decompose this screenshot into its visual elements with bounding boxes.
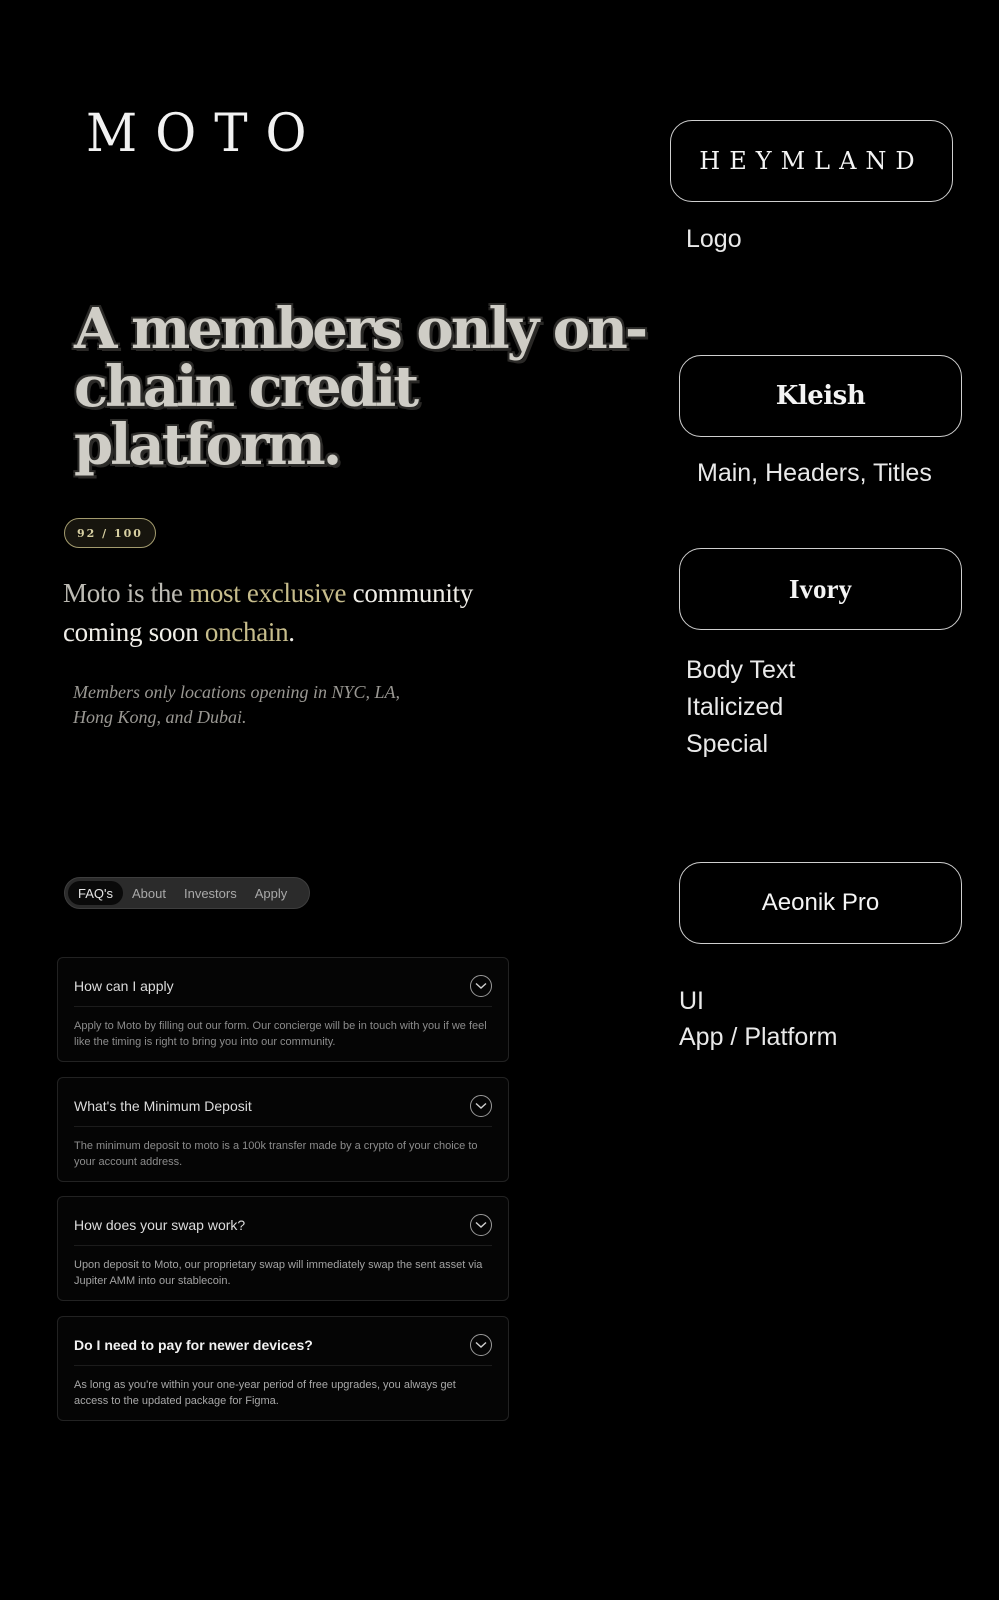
hero-headline: A members only on-chain credit platform. [74, 296, 646, 478]
faq-divider [74, 1006, 492, 1007]
chevron-down-icon[interactable] [470, 1095, 492, 1117]
score-badge: 92 / 100 [64, 518, 156, 548]
faq-answer: Apply to Moto by filling out our form. Our concierge will be in touch with you if we feel like the timing is right to bring you into our community. [74, 1020, 487, 1048]
font-usage-logo: Logo [686, 225, 742, 253]
intro-lead: Moto is the [63, 578, 190, 608]
chevron-down-icon[interactable] [470, 975, 492, 997]
faq-answer: The minimum deposit to moto is a 100k transfer made by a crypto of your choice to your account address. [74, 1140, 478, 1168]
faq-question: What's the Minimum Deposit [74, 1098, 252, 1114]
faq-item-apply[interactable] [57, 957, 509, 1062]
faq-divider [74, 1365, 492, 1366]
font-usage-italicized: Italicized [686, 693, 784, 721]
faq-answer: As long as you're within your one-year period of free upgrades, you always get access to the updated package for Figma. [74, 1379, 456, 1407]
faq-question: How does your swap work? [74, 1217, 246, 1233]
faq-item-newer-devices[interactable] [57, 1316, 509, 1421]
font-usage-ui: UI [679, 987, 704, 1015]
nav-tab-about[interactable]: About [132, 885, 166, 901]
font-specimen-ui: Aeonik Pro [679, 862, 962, 944]
faq-item-minimum-deposit[interactable] [57, 1077, 509, 1182]
nav-tab-faqs[interactable]: FAQ's [68, 881, 123, 905]
nav-tab-apply[interactable]: Apply [254, 885, 288, 901]
font-usage-body-text: Body Text [686, 656, 796, 684]
faq-question: Do I need to pay for newer devices? [74, 1337, 313, 1353]
intro-accent-onchain: onchain [204, 617, 289, 647]
hero-intro [63, 574, 533, 652]
intro-mid: community coming soon [63, 578, 473, 647]
intro-accent-exclusive: most exclusive [189, 578, 347, 608]
faq-divider [74, 1245, 492, 1246]
font-usage-headers: Main, Headers, Titles [697, 459, 932, 487]
brand-logo: MOTO [86, 102, 325, 164]
faq-divider [74, 1126, 492, 1127]
font-specimen-logo: HEYMLAND [670, 120, 953, 202]
chevron-down-icon[interactable] [470, 1214, 492, 1236]
faq-answer: Upon deposit to Moto, our proprietary swap will immediately swap the sent asset via Jupiter AMM into our stablecoin. [74, 1259, 483, 1287]
chevron-down-icon[interactable] [470, 1334, 492, 1356]
font-usage-app-platform: App / Platform [679, 1023, 838, 1051]
font-specimen-headers: Kleish [679, 355, 962, 437]
faq-item-swap[interactable] [57, 1196, 509, 1301]
locations-note: Members only locations opening in NYC, LA, Hong Kong, and Dubai. [73, 682, 400, 727]
font-specimen-body: Ivory [679, 548, 962, 630]
font-usage-special: Special [686, 730, 768, 758]
faq-question: How can I apply [74, 978, 174, 994]
nav-tab-investors[interactable]: Investors [183, 885, 237, 901]
section-nav [64, 877, 310, 909]
intro-end: . [288, 617, 295, 647]
